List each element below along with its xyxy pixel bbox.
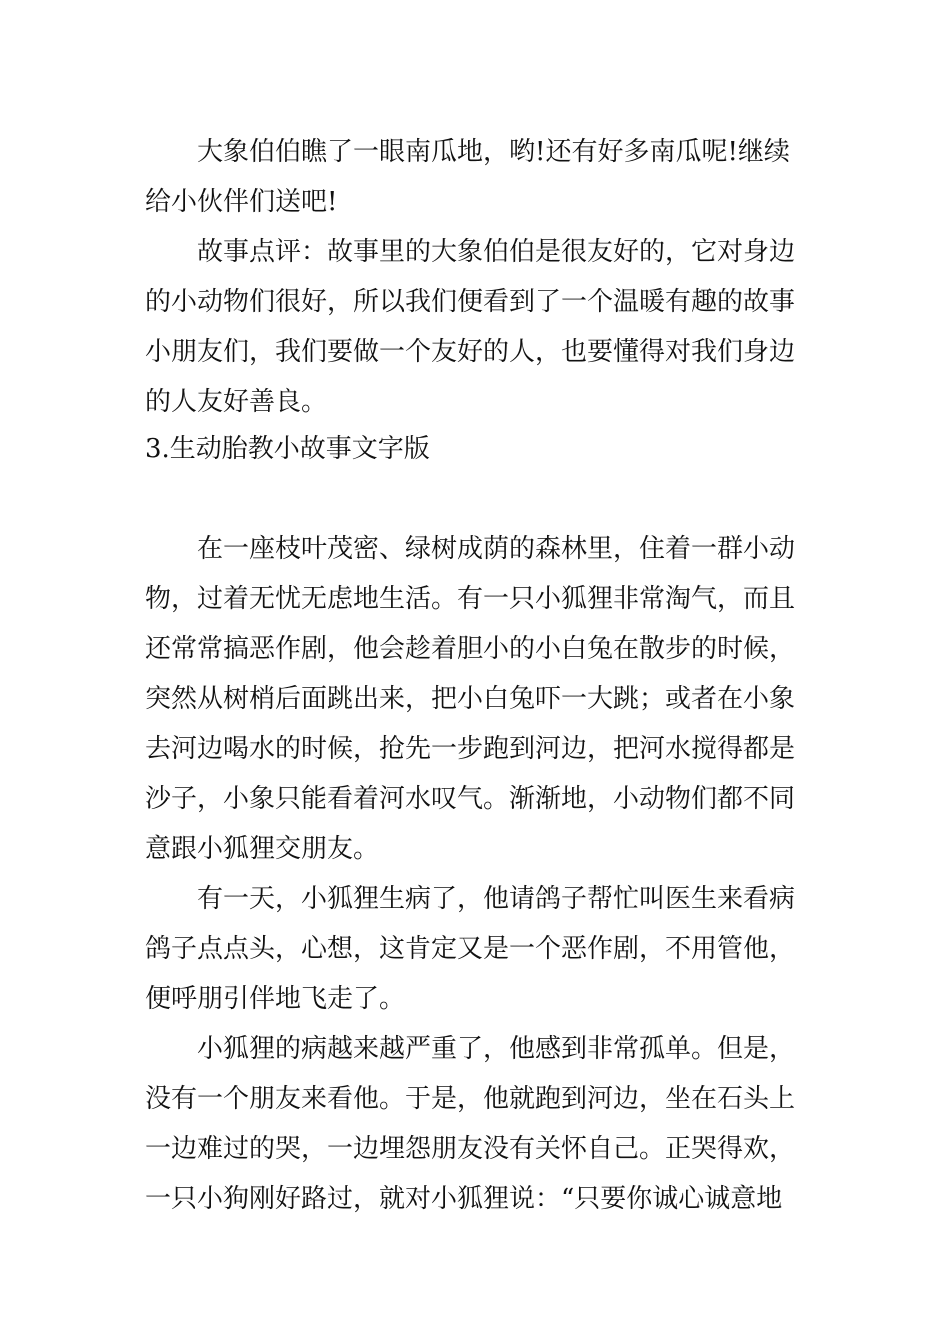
paragraph-line: 便呼朋引伴地飞走了。 (145, 984, 406, 1014)
paragraph-line: 鸽子点点头，心想，这肯定又是一个恶作剧，不用管他， (145, 934, 796, 964)
paragraph-line: 一边难过的哭，一边埋怨朋友没有关怀自己。正哭得欢， (145, 1134, 796, 1164)
paragraph-line: 的小动物们很好，所以我们便看到了一个温暖有趣的故事 (145, 287, 796, 317)
paragraph-line: 没有一个朋友来看他。于是，他就跑到河边，坐在石头上 (145, 1084, 796, 1114)
paragraph-line: 去河边喝水的时候，抢先一步跑到河边，把河水搅得都是 (145, 734, 796, 764)
paragraph-line: 大象伯伯瞧了一眼南瓜地，哟!还有好多南瓜呢!继续 (197, 137, 790, 167)
paragraph-line: 物，过着无忧无虑地生活。有一只小狐狸非常淘气，而且 (145, 584, 796, 614)
paragraph-line: 小狐狸的病越来越严重了，他感到非常孤单。但是， (197, 1034, 796, 1064)
paragraph-line: 沙子，小象只能看着河水叹气。渐渐地，小动物们都不同 (145, 784, 796, 814)
paragraph-line: 故事点评：故事里的大象伯伯是很友好的，它对身边 (197, 237, 796, 267)
paragraph-line: 给小伙伴们送吧! (145, 187, 338, 217)
paragraph-line: 突然从树梢后面跳出来，把小白兔吓一大跳；或者在小象 (145, 684, 796, 714)
paragraph-line: 在一座枝叶茂密、绿树成荫的森林里，住着一群小动 (197, 534, 796, 564)
paragraph-line: 一只小狗刚好路过，就对小狐狸说：“只要你诚心诚意地 (145, 1184, 783, 1214)
paragraph-line: 小朋友们，我们要做一个友好的人，也要懂得对我们身边 (145, 337, 796, 367)
paragraph-line: 有一天，小狐狸生病了，他请鸽子帮忙叫医生来看病 (197, 884, 796, 914)
paragraph-line: 意跟小狐狸交朋友。 (145, 834, 380, 864)
section-heading: 3.生动胎教小故事文字版 (145, 434, 430, 464)
paragraph-line: 的人友好善良。 (145, 387, 328, 417)
paragraph-line: 还常常搞恶作剧，他会趁着胆小的小白兔在散步的时候， (145, 634, 796, 664)
